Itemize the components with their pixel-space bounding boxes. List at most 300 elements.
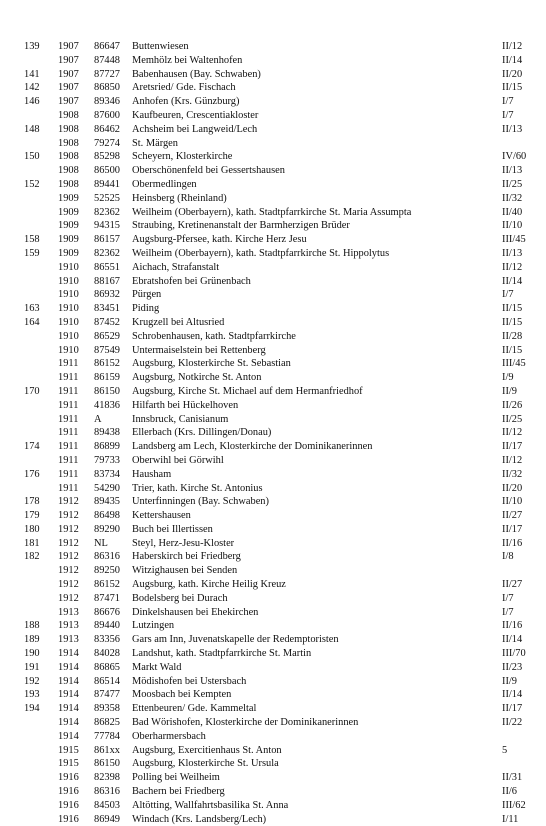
disposition-ref-cell: I/7 <box>502 592 514 604</box>
postal-code-cell: 83734 <box>94 468 120 480</box>
postal-code-cell: 86932 <box>94 289 120 301</box>
location-cell: Polling bei Weilheim <box>132 772 220 784</box>
table-row <box>24 399 546 413</box>
disposition-ref-cell: II/23 <box>502 661 523 673</box>
year-cell: 1912 <box>58 510 79 522</box>
location-cell: Obermedlingen <box>132 178 197 190</box>
opus-number-cell <box>24 606 58 620</box>
year-cell: 1910 <box>58 289 79 301</box>
disposition-ref-cell: II/27 <box>502 579 523 591</box>
disposition-ref-cell: II/26 <box>502 399 523 411</box>
year-cell: 1912 <box>58 496 79 508</box>
location-cell: Bad Wörishofen, Klosterkirche der Dominikanerinnen <box>132 717 359 729</box>
year-cell: 1914 <box>58 648 79 660</box>
opus-number-cell <box>24 592 58 606</box>
year-cell: 1916 <box>58 799 79 811</box>
location-cell: Anhofen (Krs. Günzburg) <box>132 96 240 108</box>
table-row <box>24 564 546 578</box>
year-cell: 1910 <box>58 330 79 342</box>
postal-code-cell: 89250 <box>94 565 120 577</box>
postal-code-cell: 87448 <box>94 54 120 66</box>
postal-code-cell: 85298 <box>94 151 120 163</box>
disposition-ref-cell: II/40 <box>502 206 523 218</box>
disposition-ref-cell <box>502 730 546 744</box>
location-cell: Ellerbach (Krs. Dillingen/Donau) <box>132 427 272 439</box>
postal-code-cell: 86676 <box>94 606 120 618</box>
location-cell: Scheyern, Klosterkirche <box>132 151 233 163</box>
opus-number-cell <box>24 482 58 496</box>
table-row <box>24 68 546 82</box>
opus-number-cell <box>24 744 58 758</box>
opus-number-cell: 194 <box>24 703 40 715</box>
opus-number-cell <box>24 344 58 358</box>
year-cell: 1916 <box>58 786 79 798</box>
opus-number-cell: 189 <box>24 634 40 646</box>
disposition-ref-cell: II/6 <box>502 786 518 798</box>
postal-code-cell: 79733 <box>94 454 120 466</box>
disposition-ref-cell <box>502 757 546 771</box>
location-cell: Trier, kath. Kirche St. Antonius <box>132 482 263 494</box>
location-cell: Altötting, Wallfahrtsbasilika St. Anna <box>132 799 289 811</box>
opus-number-cell: 163 <box>24 303 40 315</box>
year-cell: 1909 <box>58 192 79 204</box>
opus-number-cell <box>24 771 58 785</box>
table-row <box>24 344 546 358</box>
postal-code-cell: 86500 <box>94 165 120 177</box>
opus-number-cell <box>24 564 58 578</box>
table-row <box>24 330 546 344</box>
opus-number-cell: 174 <box>24 441 40 453</box>
postal-code-cell: 82398 <box>94 772 120 784</box>
table-row <box>24 54 546 68</box>
opus-number-cell: 150 <box>24 151 40 163</box>
disposition-ref-cell: II/9 <box>502 675 518 687</box>
table-row <box>24 482 546 496</box>
table-row <box>24 661 546 675</box>
postal-code-cell: 87727 <box>94 68 120 80</box>
postal-code-cell: 83356 <box>94 634 120 646</box>
table-row <box>24 40 546 54</box>
location-cell: Augsburg, Exercitienhaus St. Anton <box>132 744 282 756</box>
location-cell: Augsburg, Kirche St. Michael auf dem Hermanfriedhof <box>132 385 363 397</box>
opus-number-cell: 170 <box>24 385 40 397</box>
table-row <box>24 578 546 592</box>
postal-code-cell: 87600 <box>94 109 120 121</box>
table-row <box>24 495 546 509</box>
table-row <box>24 95 546 109</box>
disposition-ref-cell: III/45 <box>502 358 526 370</box>
opus-number-cell <box>24 206 58 220</box>
opus-number-cell: 192 <box>24 675 40 687</box>
postal-code-cell: 87549 <box>94 344 120 356</box>
year-cell: 1907 <box>58 96 79 108</box>
year-cell: 1908 <box>58 178 79 190</box>
year-cell: 1910 <box>58 316 79 328</box>
location-cell: Gars am Inn, Juvenatskapelle der Redemptoristen <box>132 634 339 646</box>
table-row <box>24 757 546 771</box>
opus-number-cell <box>24 275 58 289</box>
opus-number-cell: 181 <box>24 537 40 549</box>
location-cell: Augsburg-Pfersee, kath. Kirche Herz Jesu <box>132 234 307 246</box>
postal-code-cell: 89435 <box>94 496 120 508</box>
year-cell: 1916 <box>58 772 79 784</box>
year-cell: 1910 <box>58 275 79 287</box>
postal-code-cell: 84028 <box>94 648 120 660</box>
disposition-ref-cell: II/16 <box>502 620 523 632</box>
year-cell: 1912 <box>58 523 79 535</box>
opus-number-cell <box>24 192 58 206</box>
disposition-ref-cell: II/20 <box>502 482 523 494</box>
postal-code-cell: 87471 <box>94 592 120 604</box>
location-cell: Oberschönenfeld bei Gessertshausen <box>132 165 285 177</box>
disposition-ref-cell: II/32 <box>502 468 523 480</box>
postal-code-cell: 52525 <box>94 192 120 204</box>
table-row <box>24 785 546 799</box>
year-cell: 1910 <box>58 303 79 315</box>
year-cell: 1912 <box>58 551 79 563</box>
work-list-body <box>24 40 546 826</box>
disposition-ref-cell: II/15 <box>502 344 523 356</box>
year-cell: 1911 <box>58 358 79 370</box>
opus-number-cell: 146 <box>24 96 40 108</box>
table-row <box>24 550 546 564</box>
year-cell: 1911 <box>58 427 79 439</box>
postal-code-cell: 86316 <box>94 786 120 798</box>
year-cell: 1908 <box>58 137 79 149</box>
disposition-ref-cell: II/16 <box>502 537 523 549</box>
opus-number-cell: 182 <box>24 551 40 563</box>
location-cell: Witzighausen bei Senden <box>132 565 238 577</box>
postal-code-cell: 86150 <box>94 758 120 770</box>
postal-code-cell: 86150 <box>94 385 120 397</box>
location-cell: Augsburg, kath. Kirche Heilig Kreuz <box>132 579 286 591</box>
opus-number-cell <box>24 219 58 233</box>
location-cell: Haberskirch bei Friedberg <box>132 551 241 563</box>
opus-number-cell <box>24 371 58 385</box>
opus-number-cell: 139 <box>24 41 40 52</box>
year-cell: 1916 <box>58 813 79 825</box>
disposition-ref-cell: II/17 <box>502 441 523 453</box>
opus-number-cell <box>24 357 58 371</box>
disposition-ref-cell: II/13 <box>502 165 523 177</box>
opus-number-cell: 190 <box>24 648 40 660</box>
table-row <box>24 771 546 785</box>
postal-code-cell: 77784 <box>94 730 120 742</box>
disposition-ref-cell: II/13 <box>502 123 523 135</box>
postal-code-cell: 84503 <box>94 799 120 811</box>
postal-code-cell: 86152 <box>94 358 120 370</box>
disposition-ref-cell: II/14 <box>502 634 523 646</box>
table-row <box>24 688 546 702</box>
location-cell: Lutzingen <box>132 620 175 632</box>
table-row <box>24 468 546 482</box>
year-cell: 1914 <box>58 703 79 715</box>
year-cell: 1910 <box>58 344 79 356</box>
year-cell: 1909 <box>58 220 79 232</box>
postal-code-cell: 86159 <box>94 372 120 384</box>
table-row <box>24 233 546 247</box>
year-cell: 1909 <box>58 234 79 246</box>
table-row <box>24 371 546 385</box>
location-cell: Untermaiselstein bei Rettenberg <box>132 344 266 356</box>
disposition-ref-cell: I/8 <box>502 551 514 563</box>
location-cell: Innsbruck, Canisianum <box>132 413 229 425</box>
disposition-ref-cell: IV/60 <box>502 151 527 163</box>
disposition-ref-cell: II/12 <box>502 261 523 273</box>
postal-code-cell: 89440 <box>94 620 120 632</box>
location-cell: Buttenwiesen <box>132 41 189 52</box>
disposition-ref-cell: I/11 <box>502 813 519 825</box>
location-cell: Weilheim (Oberbayern), kath. Stadtpfarrkirche St. Maria Assumpta <box>132 206 412 218</box>
table-row <box>24 178 546 192</box>
location-cell: Augsburg, Klosterkirche St. Sebastian <box>132 358 291 370</box>
location-cell: Augsburg, Notkirche St. Anton <box>132 372 262 384</box>
disposition-ref-cell: II/14 <box>502 689 523 701</box>
location-cell: St. Märgen <box>132 137 178 149</box>
opus-number-cell: 178 <box>24 496 40 508</box>
opus-number-cell <box>24 799 58 813</box>
postal-code-cell: 86865 <box>94 661 120 673</box>
disposition-ref-cell: II/14 <box>502 54 523 66</box>
location-cell: Kettershausen <box>132 510 191 522</box>
table-row <box>24 730 546 744</box>
year-cell: 1911 <box>58 468 79 480</box>
postal-code-cell: 86551 <box>94 261 120 273</box>
location-cell: Straubing, Kretinenanstalt der Barmherzigen Brüder <box>132 220 350 232</box>
disposition-ref-cell: II/12 <box>502 427 523 439</box>
opus-number-cell: 180 <box>24 523 40 535</box>
year-cell: 1911 <box>58 413 79 425</box>
opus-number-cell <box>24 330 58 344</box>
location-cell: Krugzell bei Altusried <box>132 316 225 328</box>
opus-number-cell: 141 <box>24 68 40 80</box>
location-cell: Mödishofen bei Ustersbach <box>132 675 247 687</box>
location-cell: Steyl, Herz-Jesu-Kloster <box>132 537 235 549</box>
disposition-ref-cell: II/12 <box>502 41 523 52</box>
table-row <box>24 192 546 206</box>
opus-number-cell: 158 <box>24 234 40 246</box>
disposition-ref-cell: II/15 <box>502 82 523 94</box>
table-row <box>24 702 546 716</box>
table-row <box>24 109 546 123</box>
disposition-ref-cell: II/13 <box>502 247 523 259</box>
disposition-ref-cell: III/62 <box>502 799 526 811</box>
table-row <box>24 675 546 689</box>
year-cell: 1912 <box>58 565 79 577</box>
opus-number-cell <box>24 288 58 302</box>
location-cell: Unterfinningen (Bay. Schwaben) <box>132 496 269 508</box>
location-cell: Kaufbeuren, Crescentiakloster <box>132 109 259 121</box>
table-row <box>24 81 546 95</box>
table-row <box>24 137 546 151</box>
location-cell: Memhölz bei Waltenhofen <box>132 54 243 66</box>
disposition-ref-cell: I/9 <box>502 372 514 384</box>
year-cell: 1915 <box>58 744 79 756</box>
location-cell: Weilheim (Oberbayern), kath. Stadtpfarrkirche St. Hippolytus <box>132 247 390 259</box>
location-cell: Oberwihl bei Görwihl <box>132 454 224 466</box>
postal-code-cell: 86152 <box>94 579 120 591</box>
opus-number-cell <box>24 109 58 123</box>
postal-code-cell: NL <box>94 537 108 549</box>
location-cell: Aretsried/ Gde. Fischach <box>132 82 236 94</box>
year-cell: 1911 <box>58 441 79 453</box>
opus-number-cell <box>24 54 58 68</box>
location-cell: Bodelsberg bei Durach <box>132 592 228 604</box>
opus-number-cell <box>24 261 58 275</box>
postal-code-cell: 86647 <box>94 41 120 52</box>
table-row <box>24 744 546 758</box>
year-cell: 1908 <box>58 151 79 163</box>
disposition-ref-cell: II/9 <box>502 385 518 397</box>
postal-code-cell: 86949 <box>94 813 120 825</box>
postal-code-cell: 861xx <box>94 744 120 756</box>
table-row <box>24 316 546 330</box>
location-cell: Bachern bei Friedberg <box>132 786 225 798</box>
table-row <box>24 288 546 302</box>
table-row <box>24 537 546 551</box>
table-row <box>24 247 546 261</box>
table-row <box>24 619 546 633</box>
opus-number-cell: 193 <box>24 689 40 701</box>
postal-code-cell: 89346 <box>94 96 120 108</box>
postal-code-cell: 89438 <box>94 427 120 439</box>
table-row <box>24 206 546 220</box>
year-cell: 1907 <box>58 68 79 80</box>
postal-code-cell: 89441 <box>94 178 120 190</box>
disposition-ref-cell: I/7 <box>502 109 514 121</box>
year-cell: 1908 <box>58 109 79 121</box>
location-cell: Buch bei Illertissen <box>132 523 213 535</box>
postal-code-cell: 82362 <box>94 206 120 218</box>
year-cell: 1907 <box>58 54 79 66</box>
disposition-ref-cell: III/45 <box>502 234 526 246</box>
table-row <box>24 647 546 661</box>
table-row <box>24 123 546 137</box>
opus-number-cell: 179 <box>24 510 40 522</box>
year-cell: 1913 <box>58 606 79 618</box>
table-row <box>24 440 546 454</box>
location-cell: Dinkelshausen bei Ehekirchen <box>132 606 259 618</box>
year-cell: 1911 <box>58 454 79 466</box>
year-cell: 1908 <box>58 165 79 177</box>
postal-code-cell: 86850 <box>94 82 120 94</box>
table-row <box>24 716 546 730</box>
year-cell: 1911 <box>58 385 79 397</box>
location-cell: Achsheim bei Langweid/Lech <box>132 123 258 135</box>
postal-code-cell: 86825 <box>94 717 120 729</box>
location-cell: Piding <box>132 303 160 315</box>
table-row <box>24 302 546 316</box>
opus-number-cell <box>24 716 58 730</box>
opus-number-cell <box>24 426 58 440</box>
disposition-ref-cell: II/15 <box>502 303 523 315</box>
table-row <box>24 164 546 178</box>
opus-number-cell: 188 <box>24 620 40 632</box>
postal-code-cell: 83451 <box>94 303 120 315</box>
year-cell: 1911 <box>58 482 79 494</box>
table-row <box>24 413 546 427</box>
disposition-ref-cell: II/12 <box>502 454 523 466</box>
disposition-ref-cell: II/25 <box>502 178 523 190</box>
year-cell: 1908 <box>58 123 79 135</box>
opus-number-cell: 159 <box>24 247 40 259</box>
table-row <box>24 606 546 620</box>
year-cell: 1912 <box>58 592 79 604</box>
disposition-ref-cell: II/31 <box>502 772 523 784</box>
location-cell: Hausham <box>132 468 172 480</box>
table-row <box>24 592 546 606</box>
opus-number-cell <box>24 164 58 178</box>
postal-code-cell: 87477 <box>94 689 120 701</box>
year-cell: 1913 <box>58 634 79 646</box>
opus-number-cell <box>24 413 58 427</box>
disposition-ref-cell: II/27 <box>502 510 523 522</box>
location-cell: Ettenbeuren/ Gde. Kammeltal <box>132 703 257 715</box>
year-cell: 1909 <box>58 247 79 259</box>
year-cell: 1914 <box>58 689 79 701</box>
location-cell: Ebratshofen bei Grünenbach <box>132 275 251 287</box>
opus-number-cell: 148 <box>24 123 40 135</box>
year-cell: 1912 <box>58 579 79 591</box>
postal-code-cell: 86157 <box>94 234 120 246</box>
opus-number-cell <box>24 813 58 826</box>
year-cell: 1909 <box>58 206 79 218</box>
disposition-ref-cell: II/20 <box>502 68 523 80</box>
disposition-ref-cell: II/25 <box>502 413 523 425</box>
opus-number-cell <box>24 730 58 744</box>
table-row <box>24 219 546 233</box>
disposition-ref-cell: I/7 <box>502 289 514 301</box>
postal-code-cell: 87452 <box>94 316 120 328</box>
postal-code-cell: A <box>94 413 102 425</box>
table-row <box>24 509 546 523</box>
year-cell: 1915 <box>58 758 79 770</box>
disposition-ref-cell: II/10 <box>502 496 523 508</box>
postal-code-cell: 86498 <box>94 510 120 522</box>
disposition-ref-cell: II/32 <box>502 192 523 204</box>
location-cell: Oberharmersbach <box>132 730 206 742</box>
location-cell: Schrobenhausen, kath. Stadtpfarrkirche <box>132 330 296 342</box>
year-cell: 1911 <box>58 399 79 411</box>
postal-code-cell: 86462 <box>94 123 120 135</box>
postal-code-cell: 54290 <box>94 482 120 494</box>
postal-code-cell: 94315 <box>94 220 120 232</box>
table-row <box>24 454 546 468</box>
location-cell: Augsburg, Klosterkirche St. Ursula <box>132 758 279 770</box>
postal-code-cell: 89358 <box>94 703 120 715</box>
year-cell: 1914 <box>58 730 79 742</box>
table-row <box>24 261 546 275</box>
year-cell: 1912 <box>58 537 79 549</box>
location-cell: Landshut, kath. Stadtpfarrkirche St. Martin <box>132 648 312 660</box>
table-row <box>24 523 546 537</box>
postal-code-cell: 86899 <box>94 441 120 453</box>
year-cell: 1914 <box>58 717 79 729</box>
opus-number-cell: 191 <box>24 661 40 673</box>
opus-number-cell: 142 <box>24 82 40 94</box>
location-cell: Hilfarth bei Hückelhoven <box>132 399 239 411</box>
opus-number-cell <box>24 785 58 799</box>
year-cell: 1914 <box>58 661 79 673</box>
year-cell: 1911 <box>58 372 79 384</box>
location-cell: Pürgen <box>132 289 162 301</box>
disposition-ref-cell: II/17 <box>502 523 523 535</box>
table-row <box>24 150 546 164</box>
year-cell: 1913 <box>58 620 79 632</box>
opus-number-cell <box>24 578 58 592</box>
disposition-ref-cell: 5 <box>502 744 508 756</box>
year-cell: 1914 <box>58 675 79 687</box>
